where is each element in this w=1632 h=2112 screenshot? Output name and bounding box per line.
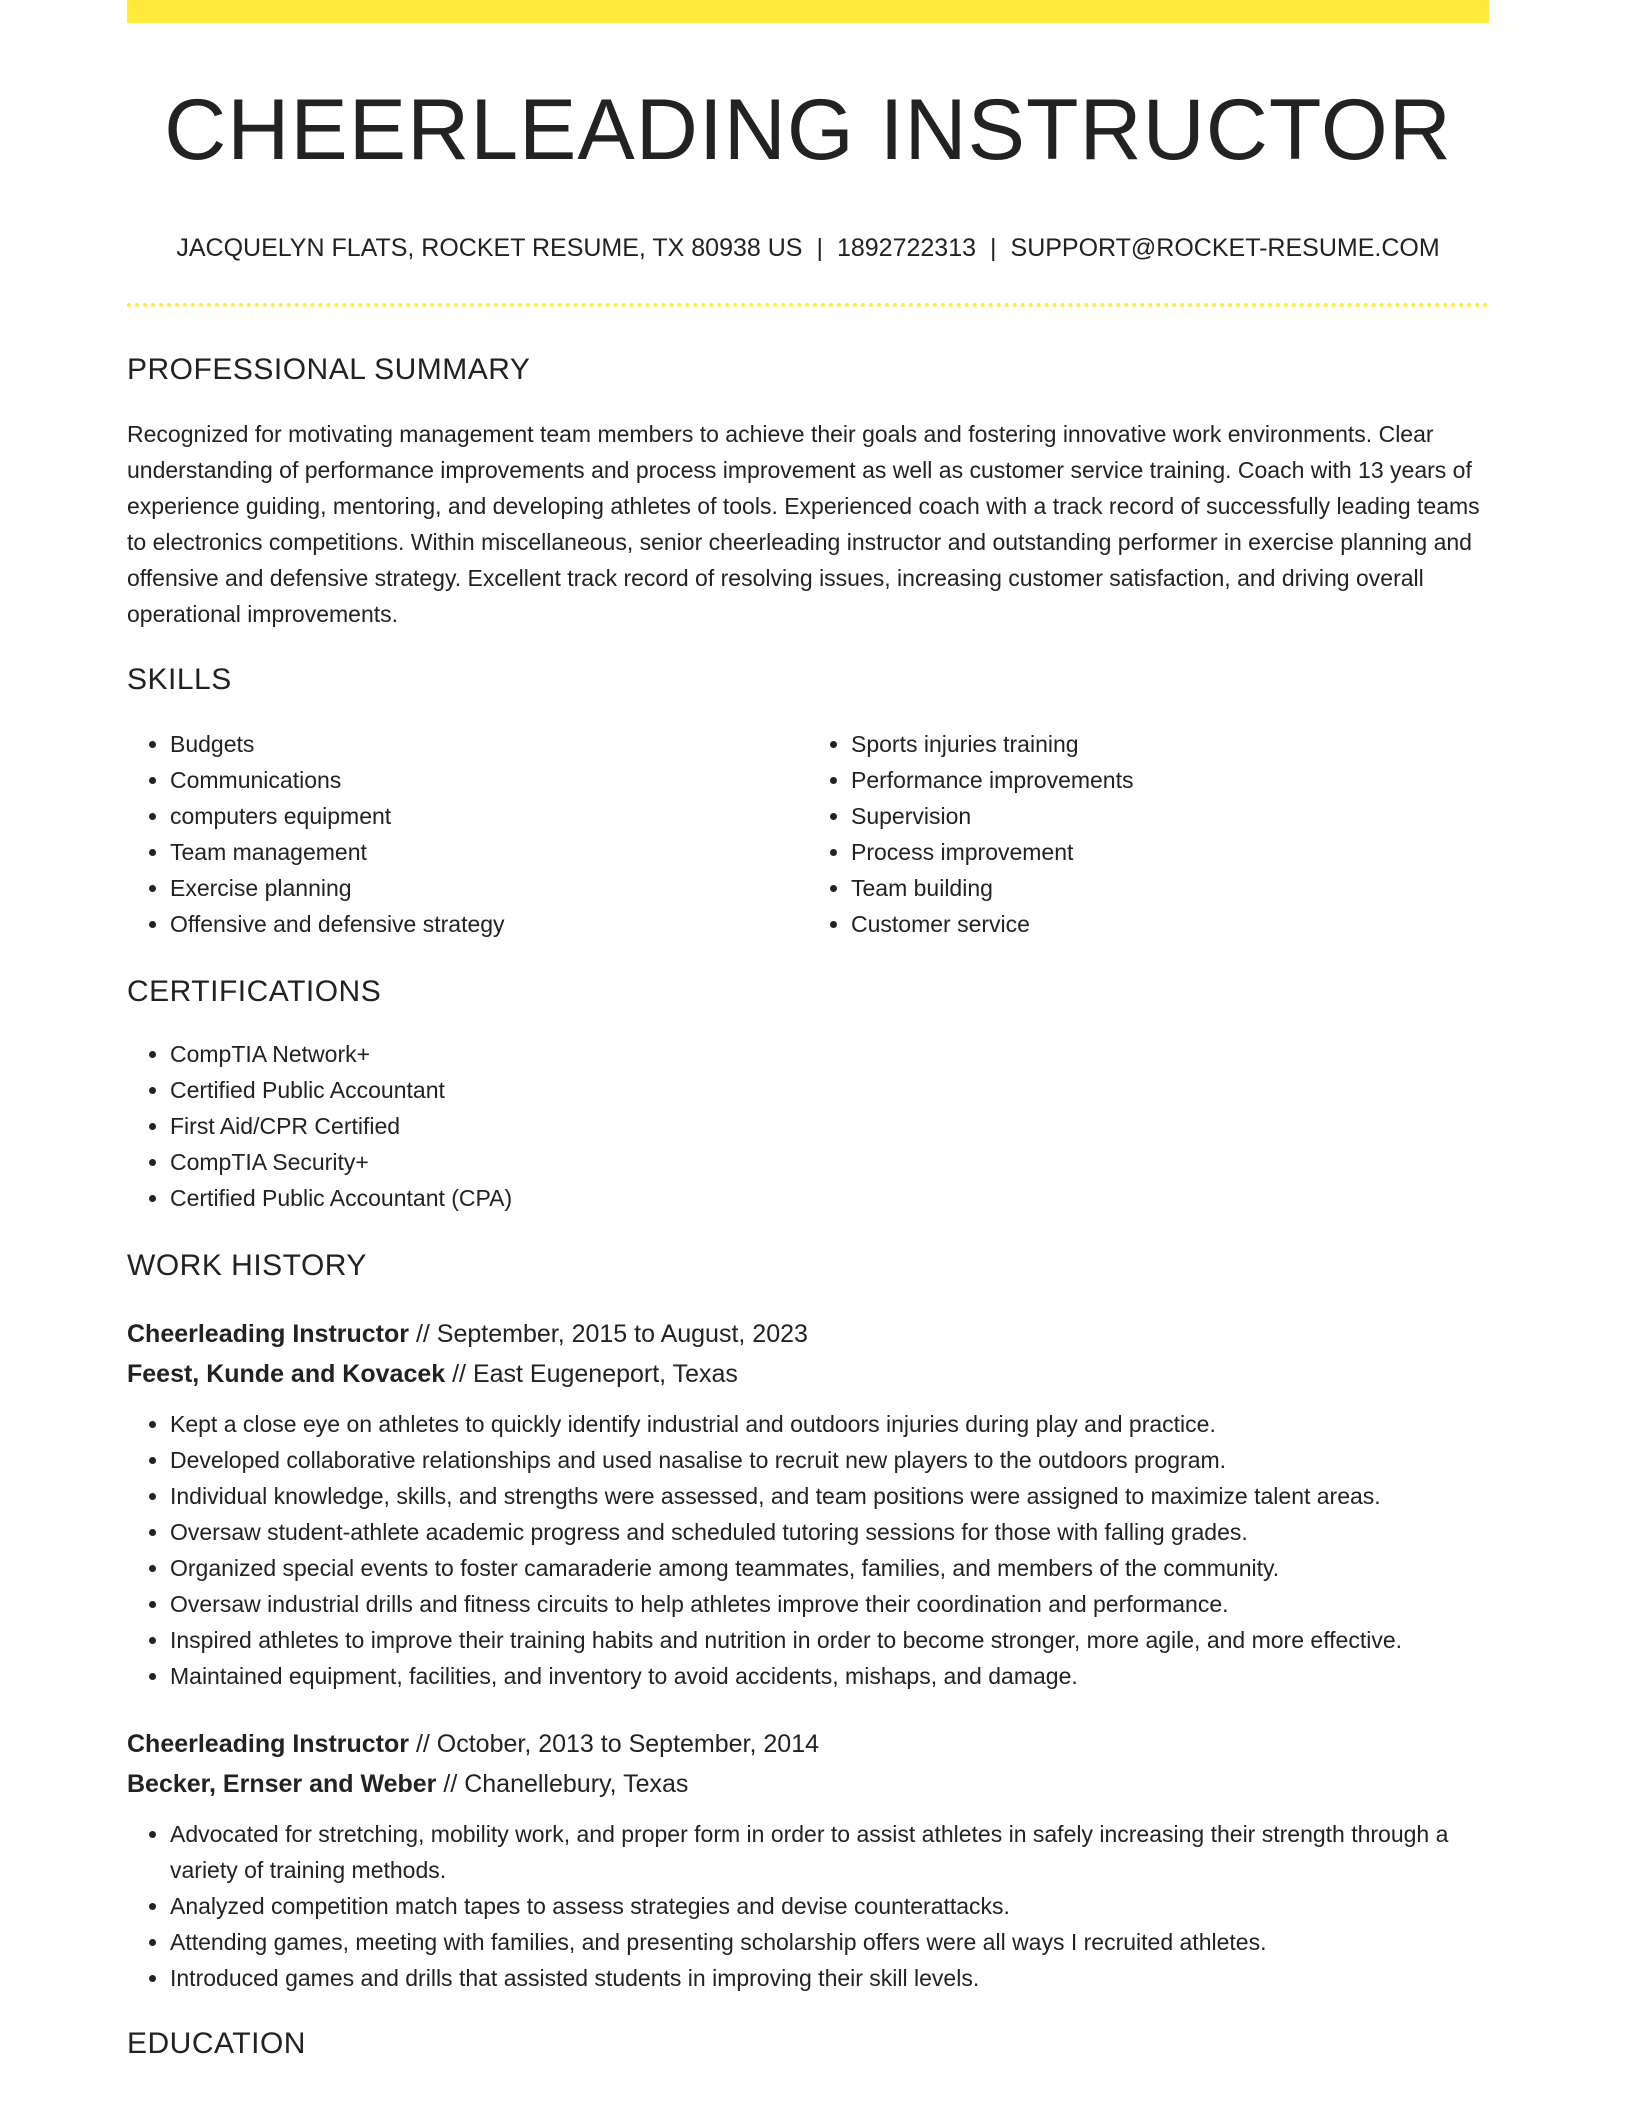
- skills-heading: SKILLS: [127, 662, 232, 696]
- certification-item: • Certified Public Accountant (CPA): [170, 1180, 1489, 1216]
- summary-heading: PROFESSIONAL SUMMARY: [127, 352, 531, 386]
- company-location: // East Eugeneport, Texas: [445, 1359, 738, 1388]
- job-dates: // September, 2015 to August, 2023: [409, 1319, 808, 1348]
- certification-item: • CompTIA Security+: [170, 1144, 1489, 1180]
- contact-phone: 1892722313: [836, 233, 977, 262]
- company-line: [127, 1354, 1489, 1394]
- job-bullet: • Maintained equipment, facilities, and inventory to avoid accidents, mishaps, and damage.: [170, 1658, 1489, 1694]
- certifications-list: [127, 1036, 1489, 1216]
- contact-address: JACQUELYN FLATS, ROCKET RESUME, TX 80938 US: [176, 233, 803, 262]
- skill-item: • Budgets: [170, 726, 808, 762]
- accent-bar: [127, 0, 1489, 23]
- job-entry: [127, 1314, 1489, 1694]
- education-section: [127, 2026, 1489, 2062]
- job-title: Cheerleading Instructor: [127, 1319, 409, 1348]
- job-entry: [127, 1724, 1489, 1996]
- job-title: Cheerleading Instructor: [127, 1729, 409, 1758]
- job-bullet: • Analyzed competition match tapes to assess strategies and devise counterattacks.: [170, 1888, 1489, 1924]
- job-dates: // October, 2013 to September, 2014: [409, 1729, 819, 1758]
- job-bullet: • Individual knowledge, skills, and strengths were assessed, and team positions were assigned to maximize talent areas.: [170, 1478, 1489, 1514]
- job-bullets: [127, 1816, 1489, 1996]
- skill-item: • Team management: [170, 834, 808, 870]
- contact-email: SUPPORT@ROCKET-RESUME.COM: [1010, 233, 1440, 262]
- certification-item: • Certified Public Accountant: [170, 1072, 1489, 1108]
- company-line: [127, 1764, 1489, 1804]
- skills-section: [127, 662, 1489, 942]
- work-heading: WORK HISTORY: [127, 1248, 367, 1282]
- skill-item: • Team building: [851, 870, 1489, 906]
- job-title-line: [127, 1314, 1489, 1354]
- job-bullet: • Introduced games and drills that assisted students in improving their skill levels.: [170, 1960, 1489, 1996]
- job-bullet: • Kept a close eye on athletes to quickly identify industrial and outdoors injuries during play and practice.: [170, 1406, 1489, 1442]
- job-bullet: • Organized special events to foster camaraderie among teammates, families, and members of the community.: [170, 1550, 1489, 1586]
- skill-item: • Offensive and defensive strategy: [170, 906, 808, 942]
- dotted-divider: [127, 303, 1489, 307]
- certifications-section: [127, 974, 1489, 1216]
- skill-item: • Sports injuries training: [851, 726, 1489, 762]
- job-bullet: • Attending games, meeting with families, and presenting scholarship offers were all ways I recruited athletes.: [170, 1924, 1489, 1960]
- skill-item: • Communications: [170, 762, 808, 798]
- job-bullets: [127, 1406, 1489, 1694]
- job-bullet: • Advocated for stretching, mobility work, and proper form in order to assist athletes in safely increasing their strength through a variety of training methods.: [170, 1816, 1489, 1888]
- resume-title: CHEERLEADING INSTRUCTOR: [164, 82, 1452, 178]
- skills-list-left: [127, 726, 808, 942]
- contact-separator: |: [816, 233, 823, 262]
- resume-page: [127, 0, 1489, 2062]
- work-section: [127, 1248, 1489, 1996]
- contact-line: [127, 233, 1489, 263]
- job-bullet: • Developed collaborative relationships and used nasalise to recruit new players to the outdoors program.: [170, 1442, 1489, 1478]
- skill-item: • Exercise planning: [170, 870, 808, 906]
- summary-section: [127, 352, 1489, 632]
- skill-item: • Performance improvements: [851, 762, 1489, 798]
- company-location: // Chanellebury, Texas: [436, 1769, 689, 1798]
- skill-item: • computers equipment: [170, 798, 808, 834]
- company-name: Becker, Ernser and Weber: [127, 1769, 437, 1798]
- education-heading: EDUCATION: [127, 2026, 306, 2060]
- company-name: Feest, Kunde and Kovacek: [127, 1359, 446, 1388]
- contact-separator: |: [990, 233, 997, 262]
- summary-text: Recognized for motivating management team members to achieve their goals and fostering innovative work environments. Clear understanding of performance improvements and process improvement as well as customer service training. Coach with 13 years of experience guiding, mentoring, and developing athletes of tools. Experienced coach with a track record of successfully leading teams to electronics competitions. Within miscellaneous, senior cheerleading instructor and outstanding performer in exercise planning and offensive and defensive strategy. Excellent track record of resolving issues, increasing customer satisfaction, and driving overall operational improvements.: [127, 420, 1480, 627]
- certification-item: • First Aid/CPR Certified: [170, 1108, 1489, 1144]
- job-bullet: • Oversaw industrial drills and fitness circuits to help athletes improve their coordination and performance.: [170, 1586, 1489, 1622]
- skills-grid: [127, 726, 1489, 942]
- skill-item: • Customer service: [851, 906, 1489, 942]
- skill-item: • Process improvement: [851, 834, 1489, 870]
- skill-item: • Supervision: [851, 798, 1489, 834]
- certifications-heading: CERTIFICATIONS: [127, 974, 382, 1008]
- job-bullet: • Oversaw student-athlete academic progress and scheduled tutoring sessions for those with falling grades.: [170, 1514, 1489, 1550]
- skills-list-right: [808, 726, 1489, 942]
- job-bullet: • Inspired athletes to improve their training habits and nutrition in order to become stronger, more agile, and more effective.: [170, 1622, 1489, 1658]
- job-title-line: [127, 1724, 1489, 1764]
- certification-item: • CompTIA Network+: [170, 1036, 1489, 1072]
